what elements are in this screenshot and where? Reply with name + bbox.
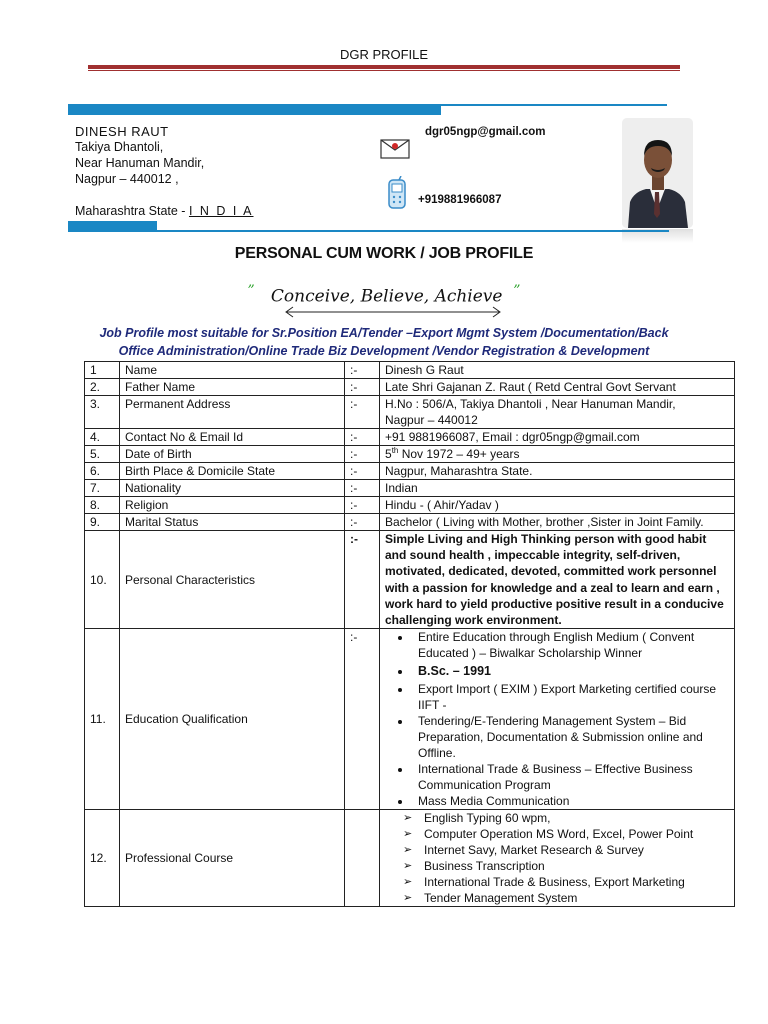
list-item — [385, 858, 729, 874]
dob-day: 5 — [385, 447, 392, 461]
table-row — [85, 463, 735, 480]
list-item: • Export Import ( EXIM ) Export Marketing certified course IIFT - — [412, 681, 729, 713]
dob-rest: Nov 1972 – 49+ years — [398, 447, 520, 461]
row-separator: :- — [345, 531, 380, 629]
envelope-icon — [380, 137, 410, 159]
row-number: 1 — [85, 362, 120, 379]
row-value — [380, 396, 735, 429]
row-separator — [345, 810, 380, 907]
row-label: Nationality — [120, 480, 345, 497]
row-separator: :- — [345, 446, 380, 463]
list-item — [385, 810, 729, 826]
row-value: Simple Living and High Thinking person with good habit and sound health , impeccable integrity, self-driven, motivated, dedicated, devoted, committed work personnel with a passion for knowledge and a zeal to learn and earn , work hard to yield productive positive result in a conducive challenging work environment. — [380, 531, 735, 629]
row-label: Contact No & Email Id — [120, 429, 345, 446]
table-row — [85, 480, 735, 497]
double-arrow-icon — [283, 305, 503, 319]
list-item-text: Computer Operation MS Word, Excel, Power Point — [424, 827, 694, 842]
email-address: dgr05ngp@gmail.com — [425, 126, 546, 138]
row-separator: :- — [345, 396, 380, 429]
job-profile-line-1: Job Profile most suitable for Sr.Position EA/Tender –Export Mgmt System /Documentation/Back — [99, 326, 669, 340]
row-label: Date of Birth — [120, 446, 345, 463]
address-value-line-2: Nagpur – 440012 — [385, 413, 478, 427]
list-item — [385, 890, 729, 906]
row-separator: :- — [345, 497, 380, 514]
row-number: 2. — [85, 379, 120, 396]
row-separator: :- — [345, 514, 380, 531]
list-item-text: Tender Management System — [424, 891, 578, 906]
table-row — [85, 629, 735, 810]
row-number: 11. — [85, 629, 120, 810]
row-value — [380, 446, 735, 463]
row-value: Nagpur, Maharashtra State. — [380, 463, 735, 480]
row-separator: :- — [345, 463, 380, 480]
row-number: 4. — [85, 429, 120, 446]
row-label: Professional Course — [120, 810, 345, 907]
dob-suffix: th — [391, 446, 399, 455]
address-line-3: Nagpur – 440012 , — [75, 172, 179, 186]
row-label: Personal Characteristics — [120, 531, 345, 629]
list-item: • International Trade & Business – Effective Business Communication Program — [412, 761, 729, 793]
row-value — [380, 629, 735, 810]
table-row — [85, 810, 735, 907]
person-name: DINESH RAUT — [75, 124, 169, 139]
row-value: Bachelor ( Living with Mother, brother ,Sister in Joint Family. — [380, 514, 735, 531]
document-title: DGR PROFILE — [339, 47, 429, 62]
row-value: Late Shri Gajanan Z. Raut ( Retd Central Govt Servant — [380, 379, 735, 396]
row-value: Indian — [380, 480, 735, 497]
table-row — [85, 379, 735, 396]
list-item-text: Business Transcription — [424, 859, 545, 874]
address-line-1: Takiya Dhantoli, — [75, 140, 164, 154]
row-label: Father Name — [120, 379, 345, 396]
profile-table — [84, 361, 735, 907]
state-label: Maharashtra State - — [75, 204, 189, 218]
profile-photo — [622, 118, 693, 228]
title-rule-thin — [88, 70, 680, 71]
row-value: Hindu - ( Ahir/Yadav ) — [380, 497, 735, 514]
state-country-line — [75, 204, 254, 218]
table-row — [85, 396, 735, 429]
arrow-bullet-icon: ➢ — [403, 844, 413, 857]
portrait-illustration — [622, 118, 693, 228]
row-label: Religion — [120, 497, 345, 514]
course-list — [385, 810, 729, 906]
row-number: 3. — [85, 396, 120, 429]
row-label: Name — [120, 362, 345, 379]
row-separator: :- — [345, 362, 380, 379]
row-number: 12. — [85, 810, 120, 907]
row-label: Birth Place & Domicile State — [120, 463, 345, 480]
list-item: • Tendering/E-Tendering Management System – Bid Preparation, Documentation & Submission online and Offline. — [412, 713, 729, 761]
list-item — [385, 826, 729, 842]
table-row — [85, 429, 735, 446]
motto-open-quote: ” — [247, 283, 255, 299]
blue-line-bottom — [157, 230, 669, 232]
row-value: +91 9881966087, Email : dgr05ngp@gmail.com — [380, 429, 735, 446]
page-heading: PERSONAL CUM WORK / JOB PROFILE — [234, 245, 534, 262]
row-number: 10. — [85, 531, 120, 629]
row-label: Education Qualification — [120, 629, 345, 810]
row-label: Permanent Address — [120, 396, 345, 429]
row-number: 5. — [85, 446, 120, 463]
motto-text: Conceive, Believe, Achieve — [270, 286, 503, 307]
list-item: • Mass Media Communication — [412, 793, 729, 809]
blue-band-bottom — [68, 221, 157, 232]
motto — [0, 283, 768, 307]
mobile-phone-icon — [385, 176, 409, 210]
table-row — [85, 446, 735, 463]
row-separator: :- — [345, 429, 380, 446]
table-row — [85, 362, 735, 379]
row-number: 8. — [85, 497, 120, 514]
list-item — [385, 874, 729, 890]
row-number: 7. — [85, 480, 120, 497]
education-list — [385, 629, 729, 809]
list-item: • Entire Education through English Medium ( Convent Educated ) – Biwalkar Scholarship Winner — [412, 629, 729, 661]
list-item-text: Internet Savy, Market Research & Survey — [424, 843, 644, 858]
address-line-2: Near Hanuman Mandir, — [75, 156, 205, 170]
address-value-line-1: H.No : 506/A, Takiya Dhantoli , Near Hanuman Mandir, — [385, 397, 676, 411]
arrow-bullet-icon: ➢ — [403, 892, 413, 905]
row-value: Dinesh G Raut — [380, 362, 735, 379]
blue-line-top — [441, 104, 667, 106]
row-label: Marital Status — [120, 514, 345, 531]
row-value — [380, 810, 735, 907]
list-item-text: International Trade & Business, Export Marketing — [424, 875, 685, 890]
row-separator: :- — [345, 379, 380, 396]
row-separator: :- — [345, 480, 380, 497]
row-number: 9. — [85, 514, 120, 531]
list-item-text: English Typing 60 wpm, — [424, 811, 551, 826]
table-row — [85, 497, 735, 514]
arrow-bullet-icon: ➢ — [403, 812, 413, 825]
table-row — [85, 514, 735, 531]
blue-band-top — [68, 104, 441, 115]
row-number: 6. — [85, 463, 120, 480]
title-rule-thick — [88, 65, 680, 69]
arrow-bullet-icon: ➢ — [403, 860, 413, 873]
list-item: • B.Sc. – 1991 — [412, 663, 729, 679]
country-label: I N D I A — [188, 204, 254, 218]
job-profile-line-2: Office Administration/Online Trade Biz Development /Vendor Registration & Development — [118, 344, 650, 358]
row-separator: :- — [345, 629, 380, 810]
arrow-bullet-icon: ➢ — [403, 876, 413, 889]
arrow-bullet-icon: ➢ — [403, 828, 413, 841]
motto-close-quote: ” — [513, 283, 521, 299]
list-item — [385, 842, 729, 858]
table-row — [85, 531, 735, 629]
phone-number: +919881966087 — [418, 194, 502, 206]
